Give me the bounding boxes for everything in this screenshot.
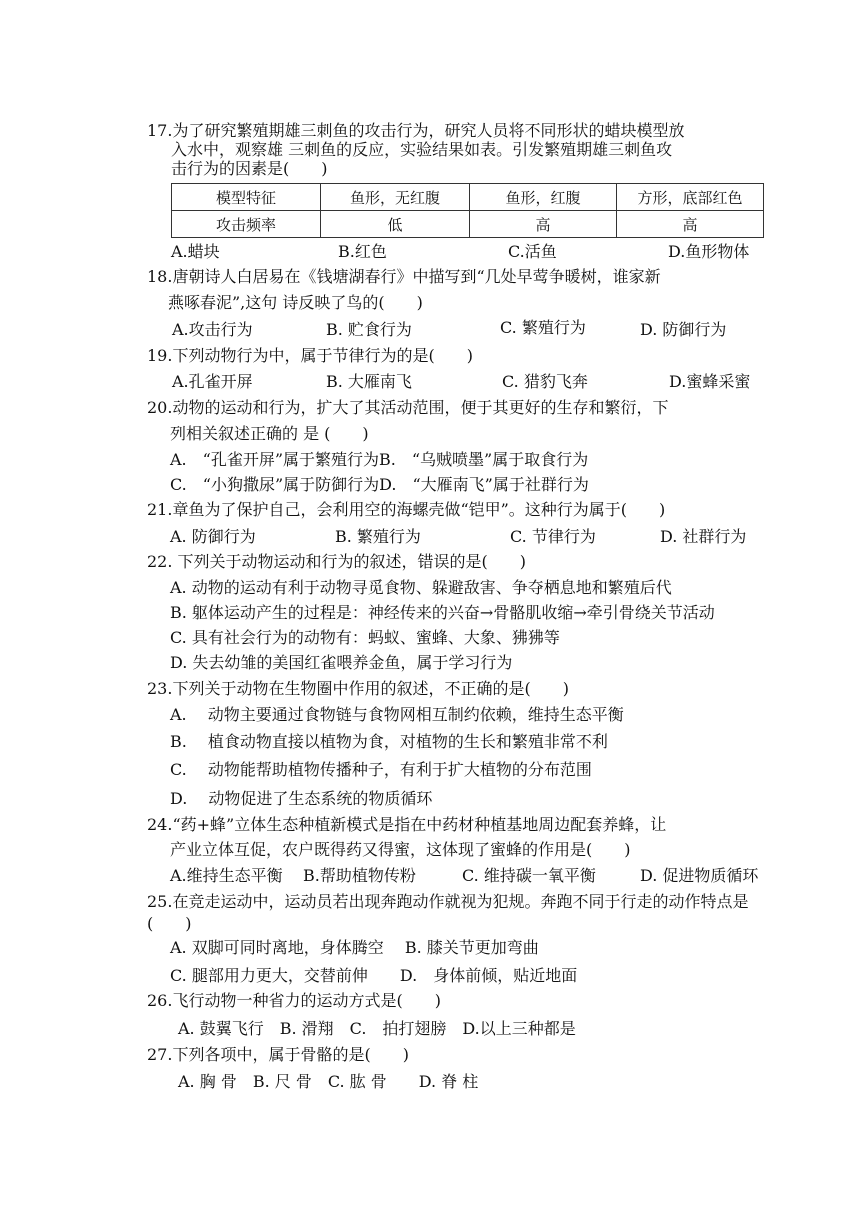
q22-option-d: D. 失去幼雏的美国红雀喂养金鱼，属于学习行为 xyxy=(170,653,513,672)
q24-stem-line1: 24.“药+蜂”立体生态种植新模式是指在中药材种植基地周边配套养蜂，让 xyxy=(147,815,667,834)
table-cell: 方形，底部红色 xyxy=(617,184,764,211)
table-cell: 高 xyxy=(470,211,617,238)
q19-option-b: B. 大雁南飞 xyxy=(326,372,412,391)
q19-option-a: A.孔雀开屏 xyxy=(172,372,253,391)
table-cell: 模型特征 xyxy=(172,184,321,211)
q18-option-c: C. 繁殖行为 xyxy=(500,318,586,337)
q19-stem: 19.下列动物行为中，属于节律行为的是( ) xyxy=(147,346,473,365)
q26-stem: 26.飞行动物一种省力的运动方式是( ) xyxy=(147,991,441,1010)
q25-options-cd: C. 腿部用力更大，交替前伸 D. 身体前倾，贴近地面 xyxy=(170,966,578,985)
q20-options-ab: A. “孔雀开屏”属于繁殖行为B. “乌贼喷墨”属于取食行为 xyxy=(170,450,589,469)
q18-option-d: D. 防御行为 xyxy=(640,320,727,339)
q21-stem: 21.章鱼为了保护自己，会利用空的海螺壳做“铠甲”。这种行为属于( ) xyxy=(147,500,666,519)
table-cell: 鱼形，红腹 xyxy=(470,184,617,211)
q27-stem: 27.下列各项中，属于骨骼的是( ) xyxy=(147,1045,409,1064)
q21-option-c: C. 节律行为 xyxy=(510,527,596,546)
q17-option-b: B.红色 xyxy=(338,242,387,261)
q23-option-d: D. 动物促进了生态系统的物质循环 xyxy=(170,789,433,808)
table-row xyxy=(172,184,764,211)
q24-option-b: B.帮助植物传粉 xyxy=(303,866,416,885)
q24-option-a: A.维持生态平衡 xyxy=(170,866,283,885)
q23-option-b: B. 植食动物直接以植物为食，对植物的生长和繁殖非常不利 xyxy=(170,732,608,751)
q22-option-a: A. 动物的运动有利于动物寻觅食物、躲避敌害、争夺栖息地和繁殖后代 xyxy=(170,578,672,597)
q21-option-a: A. 防御行为 xyxy=(170,527,256,546)
q25-stem-line2: ( ) xyxy=(147,914,192,933)
q24-stem-line2: 产业立体互促，农户既得药又得蜜，这体现了蜜蜂的作用是( ) xyxy=(170,840,631,859)
q22-stem: 22. 下列关于动物运动和行为的叙述，错误的是( ) xyxy=(147,552,527,571)
q18-stem-line2: 燕啄春泥”,这句 诗反映了鸟的( ) xyxy=(168,293,423,312)
q25-options-ab: A. 双脚可同时离地，身体腾空 B. 膝关节更加弯曲 xyxy=(170,938,539,957)
q24-option-d: D. 促进物质循环 xyxy=(640,866,759,885)
q22-option-c: C. 具有社会行为的动物有：蚂蚁、蜜蜂、大象、狒狒等 xyxy=(170,628,560,647)
q23-option-a: A. 动物主要通过食物链与食物网相互制约依赖，维持生态平衡 xyxy=(170,705,624,724)
q18-option-a: A.攻击行为 xyxy=(172,320,253,339)
q19-option-c: C. 猎豹飞奔 xyxy=(502,372,588,391)
q20-stem-line1: 20.动物的运动和行为，扩大了其活动范围，便于其更好的生存和繁衍，下 xyxy=(147,398,669,417)
table-row xyxy=(172,211,764,238)
q17-option-c: C.活鱼 xyxy=(508,242,557,261)
q17-results-table xyxy=(171,183,764,238)
table-cell: 攻击频率 xyxy=(172,211,321,238)
q17-option-a: A.蜡块 xyxy=(171,242,220,261)
q21-option-b: B. 繁殖行为 xyxy=(335,527,421,546)
q23-stem: 23.下列关于动物在生物圈中作用的叙述，不正确的是( ) xyxy=(147,679,569,698)
table-cell: 低 xyxy=(321,211,470,238)
q19-option-d: D.蜜蜂采蜜 xyxy=(669,372,751,391)
q20-options-cd: C. “小狗撒尿”属于防御行为D. “大雁南飞”属于社群行为 xyxy=(170,475,589,494)
q23-option-c: C. 动物能帮助植物传播种子，有利于扩大植物的分布范围 xyxy=(170,760,592,779)
q17-stem-line2: 入水中，观察雄 三刺鱼的反应，实验结果如表。引发繁殖期雄三刺鱼攻 xyxy=(171,140,673,159)
q17-option-d: D.鱼形物体 xyxy=(668,242,750,261)
q17-stem-line3: 击行为的因素是( ) xyxy=(171,159,328,178)
q17-stem-line1: 17.为了研究繁殖期雄三刺鱼的攻击行为，研究人员将不同形状的蜡块模型放 xyxy=(147,121,685,140)
q27-options: A. 胸 骨 B. 尺 骨 C. 肱 骨 D. 脊 柱 xyxy=(178,1072,479,1091)
q22-option-b: B. 躯体运动产生的过程是：神经传来的兴奋→骨骼肌收缩→牵引骨绕关节活动 xyxy=(170,603,715,622)
q18-stem-line1: 18.唐朝诗人白居易在《钱塘湖春行》中描写到“几处早莺争暖树，谁家新 xyxy=(147,267,661,286)
table-cell: 高 xyxy=(617,211,764,238)
q21-option-d: D. 社群行为 xyxy=(660,527,747,546)
q18-option-b: B. 贮食行为 xyxy=(326,320,412,339)
q20-stem-line2: 列相关叙述正确的 是 ( ) xyxy=(170,424,369,443)
table-cell: 鱼形，无红腹 xyxy=(321,184,470,211)
q26-options: A. 鼓翼飞行 B. 滑翔 C. 拍打翅膀 D.以上三种都是 xyxy=(178,1019,576,1038)
q24-option-c: C. 维持碳一氧平衡 xyxy=(462,866,596,885)
q25-stem-line1: 25.在竞走运动中，运动员若出现奔跑动作就视为犯规。奔跑不同于行走的动作特点是 xyxy=(147,892,749,911)
